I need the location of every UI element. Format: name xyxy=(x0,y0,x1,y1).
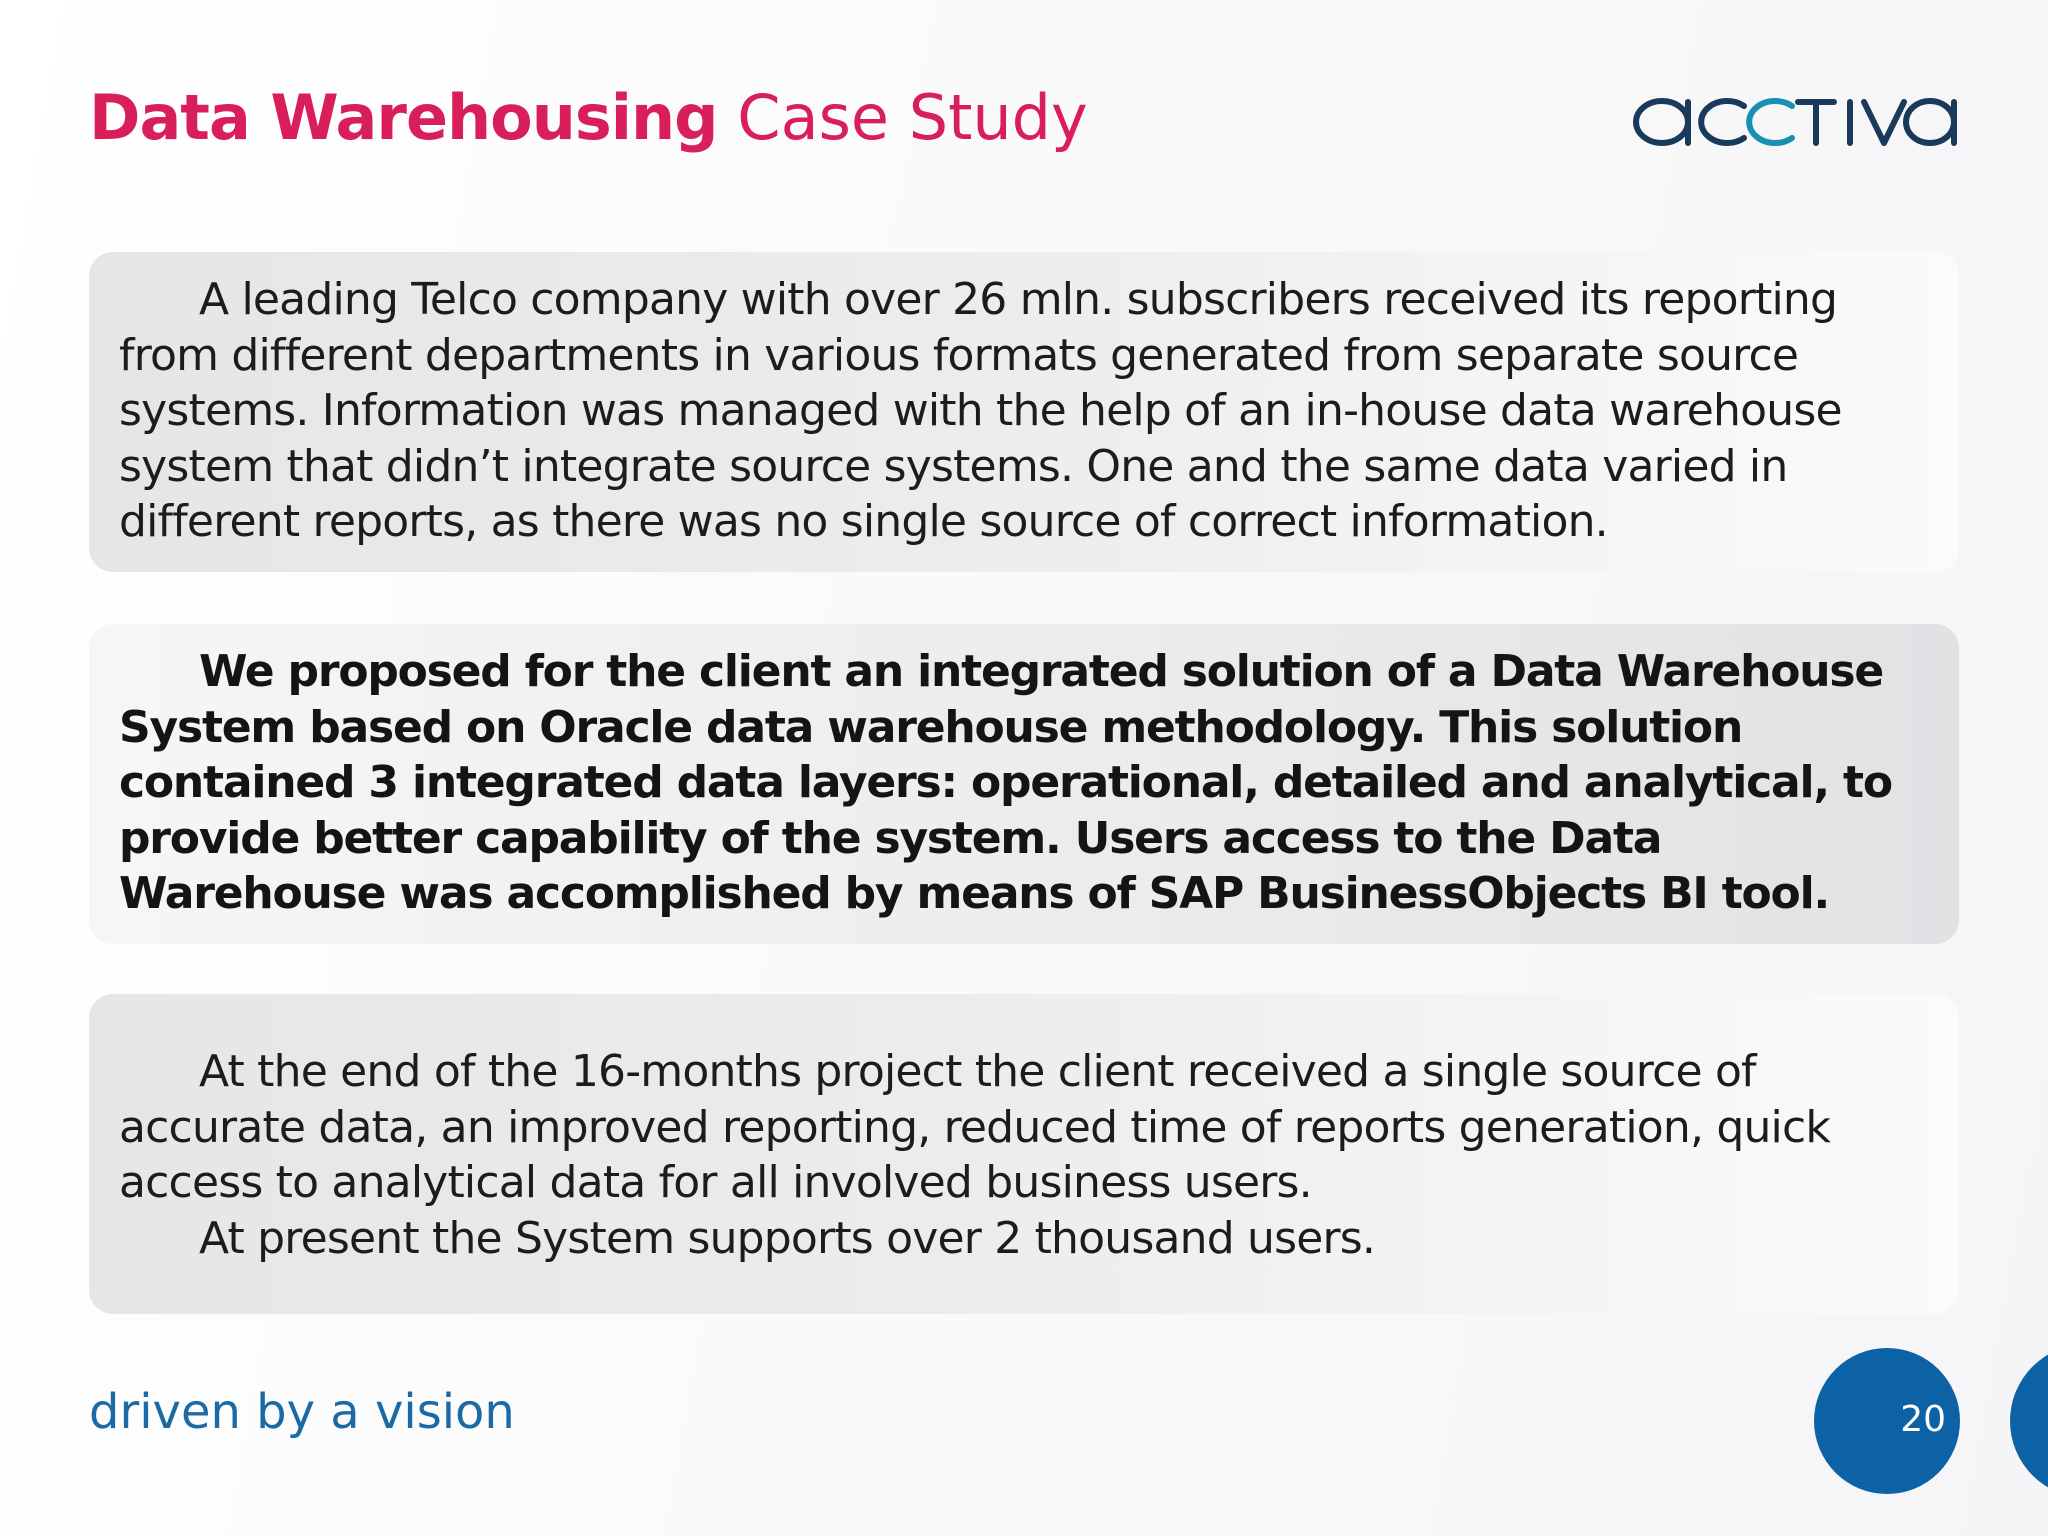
decorative-circle xyxy=(2010,1344,2048,1498)
results-text xyxy=(119,1044,1941,1266)
context-text xyxy=(119,272,1941,550)
results-panel xyxy=(89,994,1959,1314)
tagline: driven by a vision xyxy=(89,1384,515,1440)
acctiva-logo xyxy=(1630,78,1960,158)
page-number: 20 xyxy=(1900,1399,1946,1440)
results-paragraph: At the end of the 16-months project the client received a single source of accurate data, an improved reporting, reduced time of reports generation, quick access to analytical data for all involved business users. xyxy=(119,1046,1831,1208)
results-paragraph-users: At present the System supports over 2 thousand users. xyxy=(199,1212,1376,1264)
page-number-badge xyxy=(1814,1348,1960,1494)
context-paragraph: A leading Telco company with over 26 mln. subscribers received its reporting from different departments in various formats generated from separate source systems. Information was managed with the help of an in-house data warehouse system that didn’t integrate source systems. One and the same data varied in different reports, as there was no single source of correct information. xyxy=(119,274,1842,547)
solution-panel xyxy=(89,624,1959,944)
context-panel xyxy=(89,252,1959,572)
slide-title xyxy=(89,78,1088,158)
slide-title-light: Case Study xyxy=(737,81,1088,154)
slide-title-bold: Data Warehousing xyxy=(89,81,718,154)
solution-text xyxy=(119,644,1941,922)
solution-paragraph: We proposed for the client an integrated solution of a Data Warehouse System based on Oracle data warehouse methodology. This solution contained 3 integrated data layers: operational, detailed and analytical, to provide better capability of the system. Users access to the Data Warehouse was accomplished by means of SAP BusinessObjects BI tool. xyxy=(119,646,1892,919)
